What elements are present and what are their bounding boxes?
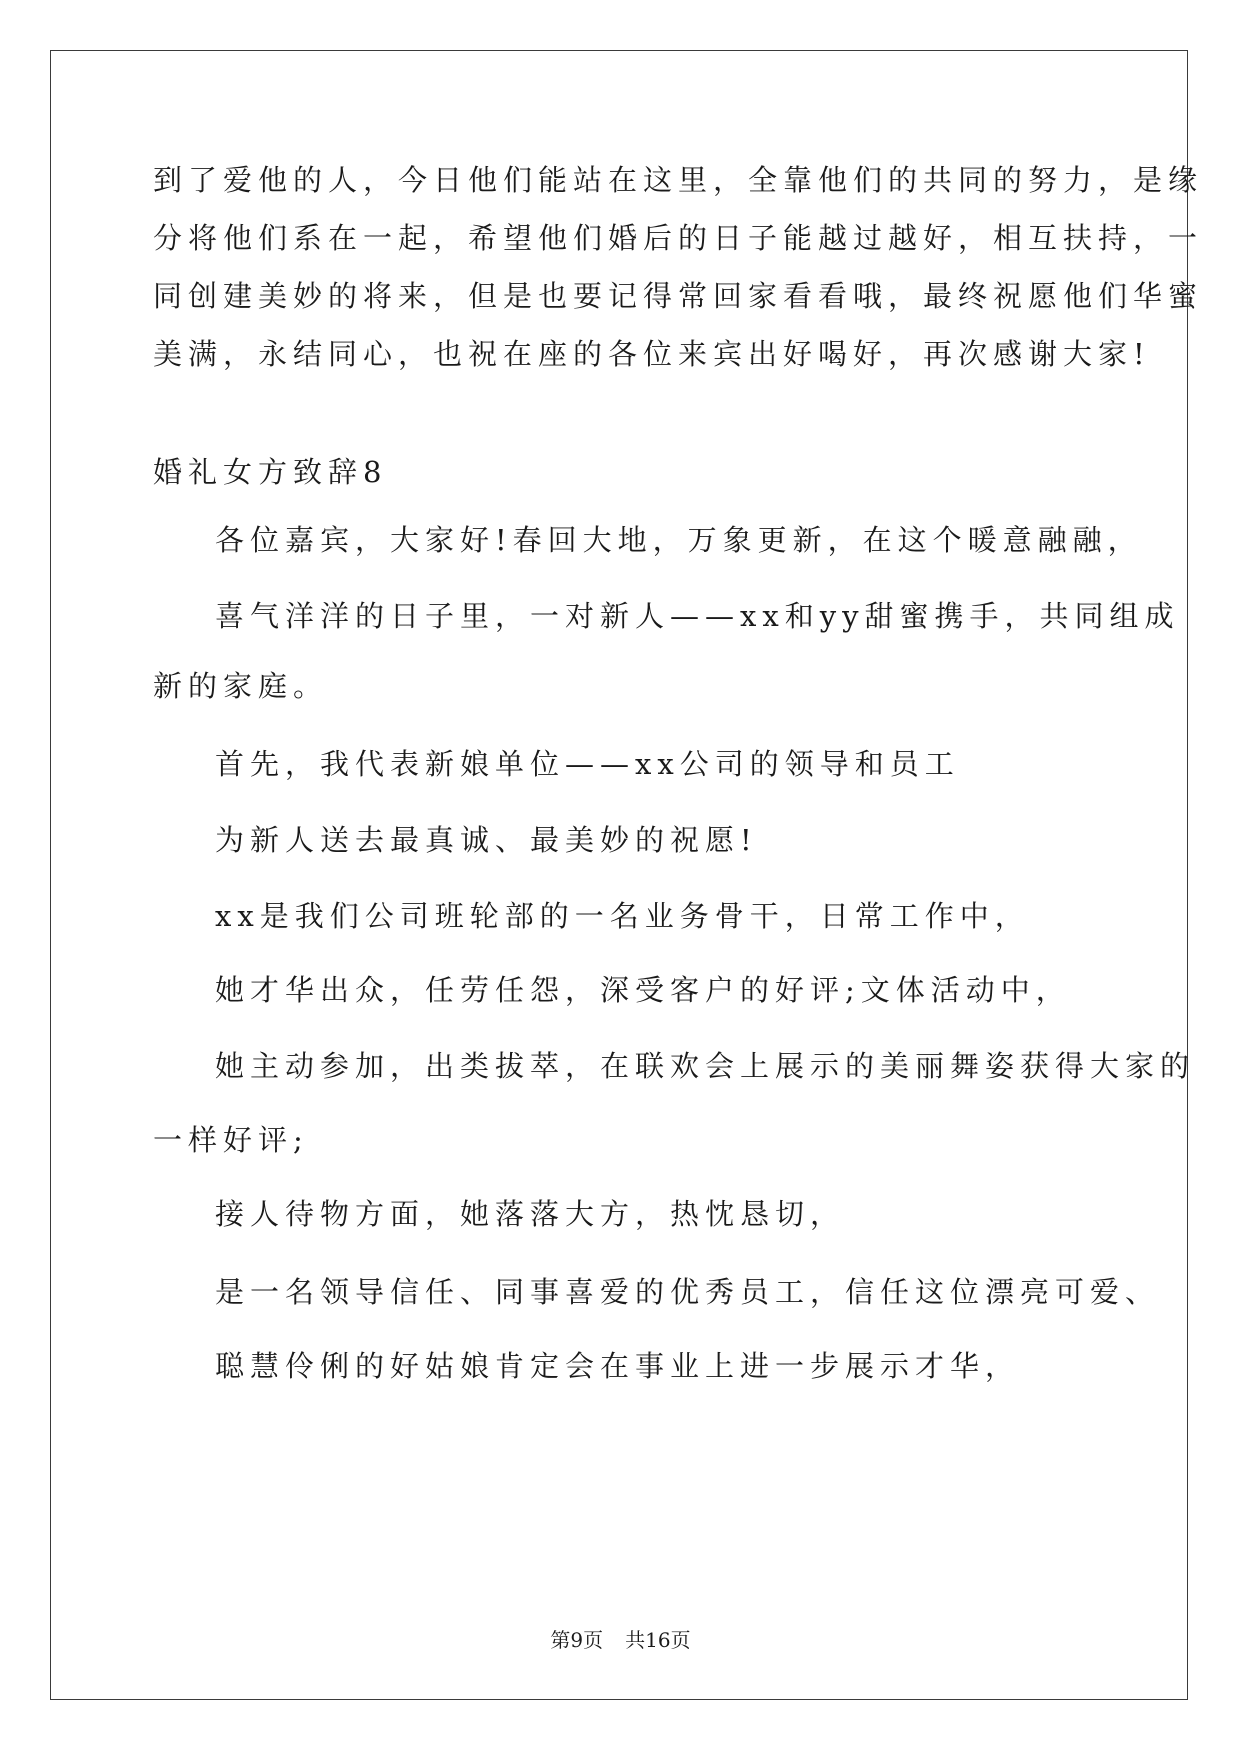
paragraph-line-7: 她才华出众，任劳任怨，深受客户的好评;文体活动中， — [215, 973, 1071, 1007]
page-total: 共16页 — [625, 1628, 691, 1652]
page-footer — [0, 1625, 1241, 1655]
paragraph-line-12: 聪慧伶俐的好姑娘肯定会在事业上进一步展示才华， — [215, 1349, 1021, 1383]
paragraph-line-9: 一样好评; — [153, 1123, 309, 1157]
paragraph-line-10: 接人待物方面，她落落大方，热忱恳切， — [215, 1197, 846, 1231]
page-number: 第9页 — [550, 1628, 604, 1652]
paragraph-line-2: 喜气洋洋的日子里，一对新人——xx和yy甜蜜携手，共同组成 — [215, 599, 1180, 633]
body-line-2: 分将他们系在一起，希望他们婚后的日子能越过越好，相互扶持，一 — [153, 221, 1204, 255]
paragraph-line-6: xx是我们公司班轮部的一名业务骨干，日常工作中， — [215, 899, 1030, 933]
paragraph-line-8: 她主动参加，出类拔萃，在联欢会上展示的美丽舞姿获得大家的 — [215, 1049, 1196, 1083]
paragraph-line-5: 为新人送去最真诚、最美妙的祝愿! — [215, 823, 758, 857]
paragraph-line-1: 各位嘉宾，大家好!春回大地，万象更新，在这个暖意融融， — [215, 523, 1143, 557]
paragraph-line-4: 首先，我代表新娘单位——xx公司的领导和员工 — [215, 747, 960, 781]
body-line-1: 到了爱他的人，今日他们能站在这里，全靠他们的共同的努力，是缘 — [153, 163, 1204, 197]
paragraph-line-3: 新的家庭。 — [153, 669, 329, 703]
body-line-4: 美满，永结同心，也祝在座的各位来宾出好喝好，再次感谢大家! — [153, 337, 1151, 371]
section-heading: 婚礼女方致辞8 — [153, 455, 388, 489]
body-line-3: 同创建美妙的将来，但是也要记得常回家看看哦，最终祝愿他们华蜜 — [153, 279, 1204, 313]
paragraph-line-11: 是一名领导信任、同事喜爱的优秀员工，信任这位漂亮可爱、 — [215, 1275, 1161, 1309]
